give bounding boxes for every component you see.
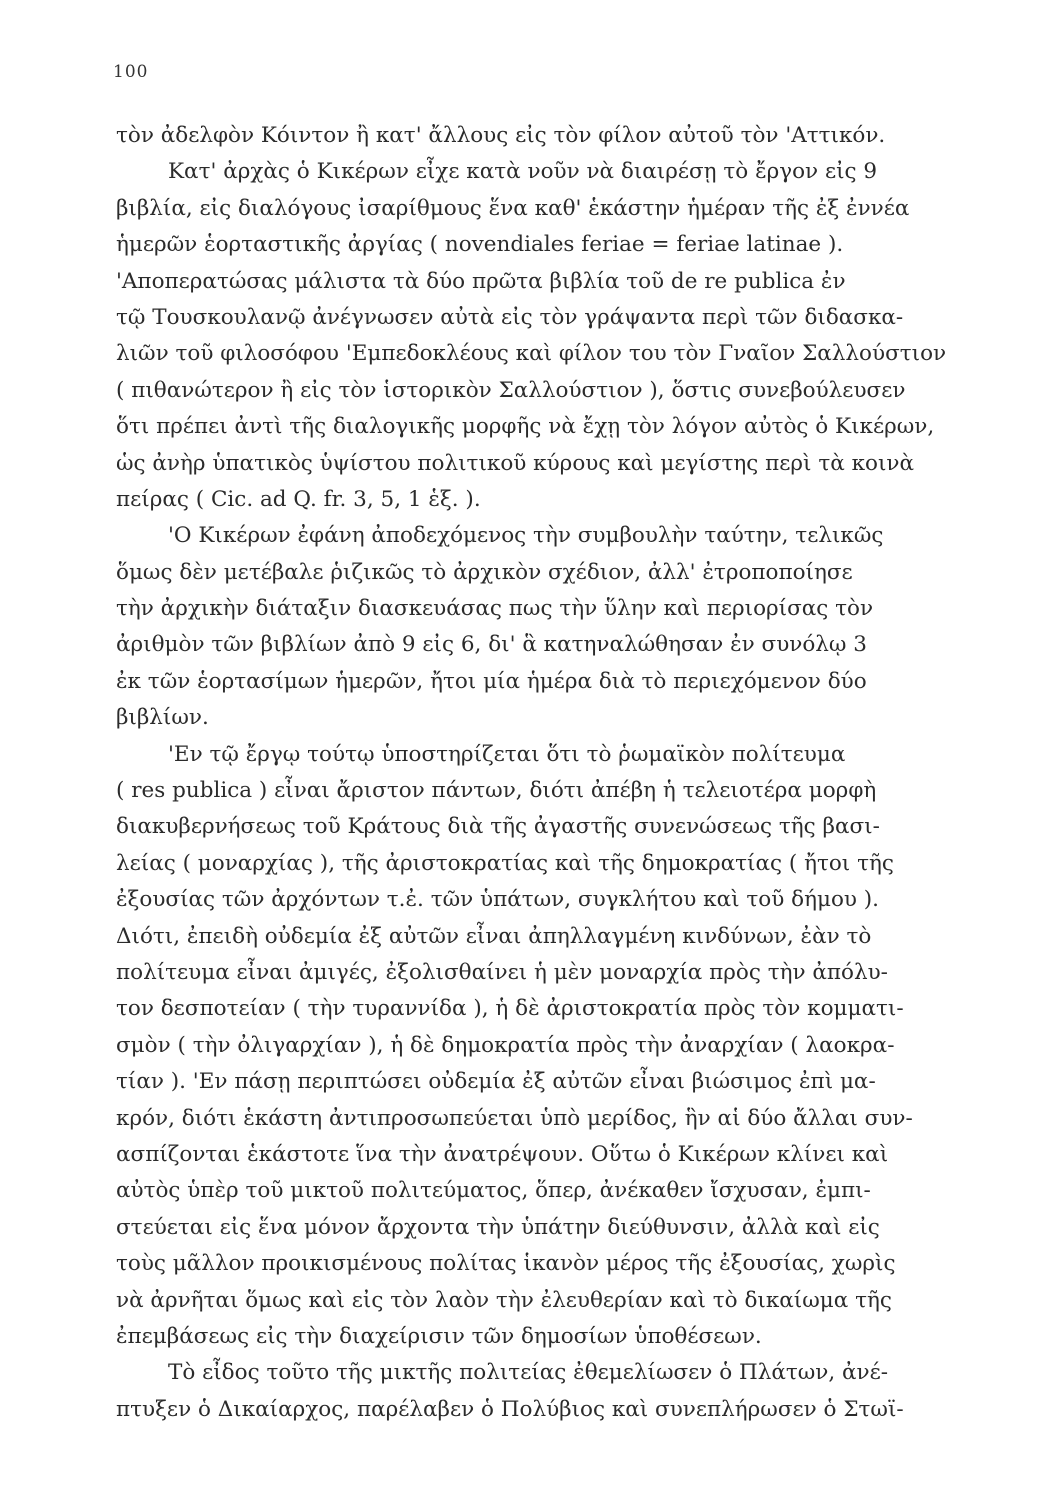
- text-line: ἀριθμὸν τῶν βιβλίων ἀπὸ 9 εἰς 6, δι' ἃ κατηναλώθησαν ἐν συνόλῳ 3: [116, 632, 867, 658]
- text-line: βιβλίων.: [116, 705, 209, 731]
- text-line: ἐξουσίας τῶν ἀρχόντων τ.ἐ. τῶν ὑπάτων, συγκλήτου καὶ τοῦ δήμου ).: [116, 887, 880, 913]
- text-line: πείρας ( Cic. ad Q. fr. 3, 5, 1 ἑξ. ).: [116, 486, 481, 512]
- text-line: πολίτευμα εἶναι ἀμιγές, ἐξολισθαίνει ἡ μὲν μοναρχία πρὸς τὴν ἀπόλυ-: [116, 959, 888, 985]
- text-line: κρόν, διότι ἑκάστη ἀντιπροσωπεύεται ὑπὸ μερίδος, ἣν αἱ δύο ἄλλαι συν-: [116, 1105, 913, 1131]
- paragraph-start-line: 'Εν τῷ ἔργῳ τούτῳ ὑποστηρίζεται ὅτι τὸ ῥωμαϊκὸν πολίτευμα: [168, 741, 846, 767]
- text-line: διακυβερνήσεως τοῦ Κράτους διὰ τῆς ἀγαστῆς συνενώσεως τῆς βασι-: [116, 814, 880, 840]
- text-line: τίαν ). 'Εν πάσῃ περιπτώσει οὐδεμία ἐξ αὐτῶν εἶναι βιώσιμος ἐπὶ μα-: [116, 1069, 876, 1095]
- text-line: ὅμως δὲν μετέβαλε ῥιζικῶς τὸ ἀρχικὸν σχέδιον, ἀλλ' ἐτροποποίησε: [116, 559, 853, 585]
- text-line: στεύεται εἰς ἕνα μόνον ἄρχοντα τὴν ὑπάτην διεύθυνσιν, ἀλλὰ καὶ εἰς: [116, 1214, 880, 1240]
- text-line: ( res publica ) εἶναι ἄριστον πάντων, διότι ἀπέβη ἡ τελειοτέρα μορφὴ: [116, 778, 877, 804]
- text-line: τῷ Τουσκουλανῷ ἀνέγνωσεν αὐτὰ εἰς τὸν γράψαντα περὶ τῶν διδασκα-: [116, 304, 904, 330]
- page-number: 100: [113, 62, 149, 82]
- text-line: 'Αποπερατώσας μάλιστα τὰ δύο πρῶτα βιβλία τοῦ de re publica ἐν: [116, 268, 846, 294]
- text-line: ἐπεμβάσεως εἰς τὴν διαχείρισιν τῶν δημοσίων ὑποθέσεων.: [116, 1323, 762, 1349]
- text-line: βιβλία, εἰς διαλόγους ἰσαρίθμους ἕνα καθ' ἑκάστην ἡμέραν τῆς ἐξ ἐννέα: [116, 195, 910, 221]
- text-line: ( πιθανώτερον ἢ εἰς τὸν ἱστορικὸν Σαλλούστιον ), ὅστις συνεβούλευσεν: [116, 377, 906, 403]
- paragraph-start-line: Τὸ εἶδος τοῦτο τῆς μικτῆς πολιτείας ἐθεμελίωσεν ὁ Πλάτων, ἀνέ-: [168, 1360, 889, 1386]
- text-line: ὅτι πρέπει ἀντὶ τῆς διαλογικῆς μορφῆς νὰ ἔχῃ τὸν λόγον αὐτὸς ὁ Κικέρων,: [116, 414, 935, 440]
- text-line: αὐτὸς ὑπὲρ τοῦ μικτοῦ πολιτεύματος, ὅπερ, ἀνέκαθεν ἴσχυσαν, ἐμπι-: [116, 1178, 871, 1204]
- text-line: τον δεσποτείαν ( τὴν τυραννίδα ), ἡ δὲ ἀριστοκρατία πρὸς τὸν κομματι-: [116, 996, 904, 1022]
- text-line: λιῶν τοῦ φιλοσόφου 'Εμπεδοκλέους καὶ φίλον του τὸν Γναῖον Σαλλούστιον: [116, 341, 947, 367]
- text-line: ἡμερῶν ἑορταστικῆς ἀργίας ( novendiales feriae = feriae latinae ).: [116, 232, 844, 258]
- text-line: σμὸν ( τὴν ὀλιγαρχίαν ), ἡ δὲ δημοκρατία πρὸς τὴν ἀναρχίαν ( λαοκρα-: [116, 1032, 895, 1058]
- text-line: τὸν ἀδελφὸν Κόιντον ἢ κατ' ἄλλους εἰς τὸν φίλον αὐτοῦ τὸν 'Αττικόν.: [116, 123, 886, 148]
- text-line: Διότι, ἐπειδὴ οὐδεμία ἐξ αὐτῶν εἶναι ἀπηλλαγμένη κινδύνων, ἐὰν τὸ: [116, 923, 872, 949]
- paragraph-start-line: 'Ο Κικέρων ἐφάνη ἀποδεχόμενος τὴν συμβουλὴν ταύτην, τελικῶς: [168, 523, 884, 549]
- text-line: τοὺς μᾶλλον προικισμένους πολίτας ἱκανὸν μέρος τῆς ἐξουσίας, χωρὶς: [116, 1251, 896, 1277]
- text-line: ασπίζονται ἑκάστοτε ἵνα τὴν ἀνατρέψουν. Οὕτω ὁ Κικέρων κλίνει καὶ: [116, 1141, 889, 1167]
- body-text: [116, 118, 996, 1428]
- paragraph-start-line: Κατ' ἀρχὰς ὁ Κικέρων εἶχε κατὰ νοῦν νὰ διαιρέσῃ τὸ ἔργον εἰς 9: [168, 159, 878, 185]
- text-line: λείας ( μοναρχίας ), τῆς ἀριστοκρατίας καὶ τῆς δημοκρατίας ( ἤτοι τῆς: [116, 850, 894, 876]
- text-line: νὰ ἀρνῆται ὅμως καὶ εἰς τὸν λαὸν τὴν ἐλευθερίαν καὶ τὸ δικαίωμα τῆς: [116, 1287, 892, 1313]
- text-line: τὴν ἀρχικὴν διάταξιν διασκευάσας πως τὴν ὕλην καὶ περιορίσας τὸν: [116, 596, 874, 622]
- text-line: ἐκ τῶν ἑορτασίμων ἡμερῶν, ἤτοι μία ἡμέρα διὰ τὸ περιεχόμενον δύο: [116, 668, 867, 694]
- text-line: ὡς ἀνὴρ ὑπατικὸς ὑψίστου πολιτικοῦ κύρους καὶ μεγίστης περὶ τὰ κοινὰ: [116, 450, 914, 476]
- text-line: πτυξεν ὁ Δικαίαρχος, παρέλαβεν ὁ Πολύβιος καὶ συνεπλήρωσεν ὁ Στωϊ-: [116, 1396, 904, 1422]
